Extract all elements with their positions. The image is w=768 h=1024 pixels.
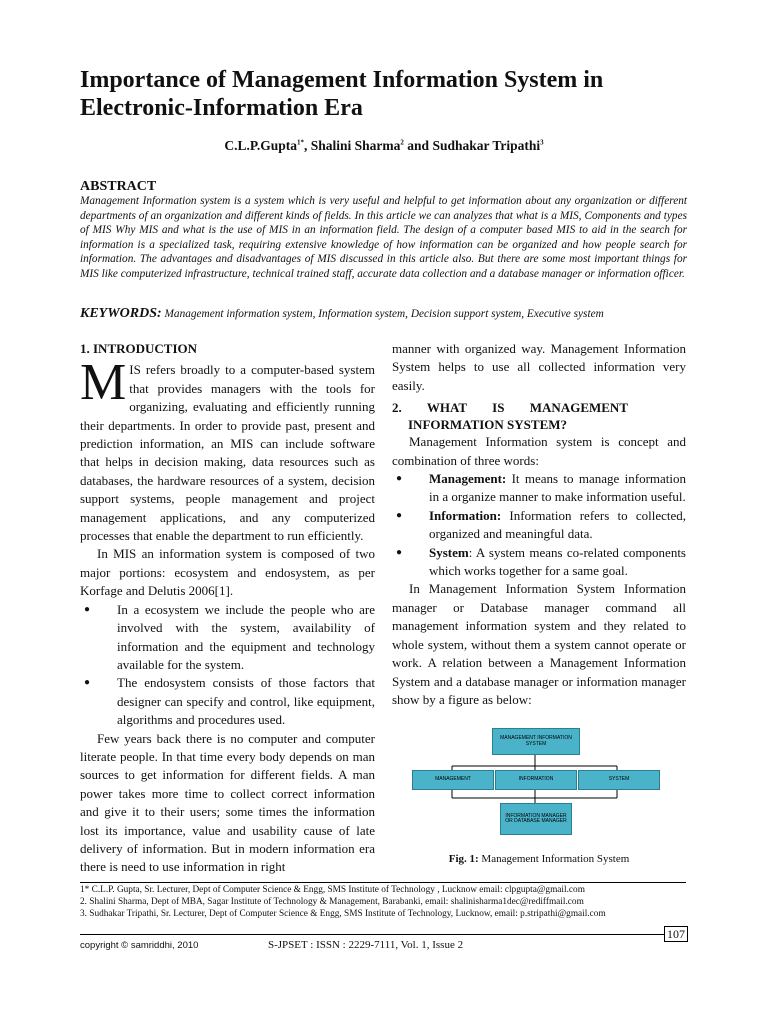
section-1-heading: 1. INTRODUCTION (80, 341, 198, 356)
bullet-system-term: System (429, 544, 469, 560)
figure-1 (412, 728, 664, 834)
abstract-heading: ABSTRACT (80, 179, 157, 194)
intro-paragraph-1 (80, 354, 375, 545)
footnote-3: 3. Sudhakar Tripathi, Sr. Lecturer, Dept of Computer Science & Engg, SMS Institute of Technology, Lucknow, email: p.stripathi@gmail.com (80, 909, 606, 920)
bullet-endosystem-text: The endosystem consists of those factors that designer can specify and control, like equipment, algorithms and procedures used. (117, 675, 375, 728)
bullet-system (392, 544, 686, 581)
keywords-label: KEYWORDS: (80, 306, 162, 321)
author-2: Shalini Sharma (310, 138, 401, 153)
keywords-text: Management information system, Information system, Decision support system, Executive system (161, 308, 604, 320)
author-line (0, 138, 768, 154)
bullet-dot: ● (396, 546, 403, 558)
author-1-affiliation: 1* (297, 138, 305, 147)
author-separator: and (403, 138, 433, 153)
author-separator: , (304, 138, 311, 153)
intro-paragraph-3: Few years back there is no computer and computer literate people. In that time every body depends on man sources to get information for different fields. A man power takes more time to collect correct information and give it to their users; some times the information lost its importance, value and usability cause of late delivery of information. But in modern information era there is need to use information in right (80, 730, 375, 875)
bullet-management (392, 470, 686, 507)
bullet-management-text: It means to manage information in a organize manner to make information useful. (429, 471, 686, 505)
keywords (80, 307, 687, 321)
figure-caption (392, 853, 686, 865)
figure-box-system: SYSTEM (578, 770, 660, 790)
bullet-information (392, 507, 686, 544)
figure-caption-label: Fig. 1: (448, 853, 479, 865)
page-number: 107 (664, 926, 688, 942)
bullet-dot: ● (84, 677, 91, 689)
bullet-ecosystem-text: In a ecosystem we include the people who are involved with the system, availability of information and the equipment and technology available for the system. (117, 601, 375, 672)
footnote-divider (80, 882, 686, 883)
figure-caption-text: Management Information System (478, 853, 630, 865)
bullet-endosystem (80, 674, 375, 729)
section-2-paragraph-2: In Management Information System Information manager or Database manager command all management information system and they related to whole system, without them a system cannot operate or work. A relation between a Management Information System and a database manager or information manager show by a figure as below: (392, 581, 686, 707)
paper-title: Importance of Management Information System in Electronic-Information Era (80, 67, 604, 121)
figure-box-mis: MANAGEMENT INFORMATION SYSTEM (492, 728, 580, 755)
bullet-dot: ● (84, 603, 91, 615)
footer-divider (80, 934, 664, 935)
intro-paragraph-2: In MIS an information system is composed of two major portions: ecosystem and endosystem, as per Korfage and Delutis 2006[1]. (80, 546, 375, 599)
bullet-information-term: Information: (429, 507, 502, 523)
copyright-notice: copyright © samriddhi, 2010 (80, 940, 199, 951)
abstract-body: Management Information system is a system which is very useful and helpful to get information about any organization or different departments of an organization and different kinds of fields. In this article we can analyzes that what is a MIS, Components and types of MIS Why MIS and what is the use of MIS in an information field. The design of a computer based MIS to aid in the search for information is a specialized task, requiring extensive knowledge of how information can be organized and how people search for information. The advantages and disadvantages of MIS discussed in this article also. But there are some most important things for MIS like computerized infrastructure, technical trained staff, accurate data collection and a database manager or information officer. (80, 195, 687, 280)
section-2-heading: 2. WHAT IS MANAGEMENT INFORMATION SYSTEM? (392, 400, 628, 433)
journal-info: S-JPSET : ISSN : 2229-7111, Vol. 1, Issue 2 (268, 939, 464, 951)
footnotes (80, 884, 700, 921)
figure-box-database-manager: INFORMATION MANAGER OR DATABASE MANAGER (500, 803, 572, 835)
footnote-1: 1* C.L.P. Gupta, Sr. Lecturer, Dept of Computer Science & Engg, SMS Institute of Technology , Lucknow email: clpgupta@gmail.com (80, 885, 585, 895)
section-2-paragraph-1: Management Information system is concept and combination of three words: (392, 434, 686, 468)
figure-box-management: MANAGEMENT (412, 770, 494, 790)
bullet-dot: ● (396, 509, 403, 521)
author-3: Sudhakar Tripathi (432, 138, 541, 153)
bullet-dot: ● (396, 473, 403, 485)
author-2-affiliation: 2 (400, 138, 404, 147)
intro-paragraph-1-text: IS refers broadly to a computer-based system that provides managers with the tools for organizing, evaluating and efficiently running their departments. In order to provide past, present and prediction information, an MIS can include software that helps in decision making, data resources such as databases, the hardware resources of a system, decision support systems, people management and project management applications, and any computerized processes that enable the department to run efficiently. (80, 362, 375, 544)
bullet-system-text: : A system means co-related components which works together for a same goal. (429, 544, 686, 579)
figure-box-information: INFORMATION (495, 770, 577, 790)
footnote-2: 2. Shalini Sharma, Dept of MBA, Sagar Institute of Technology & Management, Barabanki, email: shalinisharma1dec@rediffmail.com (80, 897, 584, 908)
bullet-management-term: Management: (429, 471, 507, 487)
drop-cap: M (80, 354, 127, 412)
author-3-affiliation: 3 (540, 138, 544, 147)
left-column (80, 340, 375, 877)
right-column (392, 340, 686, 709)
right-paragraph-0: manner with organized way. Management Information System helps to use all collected information very easily. (392, 341, 686, 393)
bullet-ecosystem (80, 601, 375, 675)
author-1: C.L.P.Gupta (224, 138, 298, 153)
bullet-information-text: Information refers to collected, organized and meaningful data. (429, 507, 686, 542)
